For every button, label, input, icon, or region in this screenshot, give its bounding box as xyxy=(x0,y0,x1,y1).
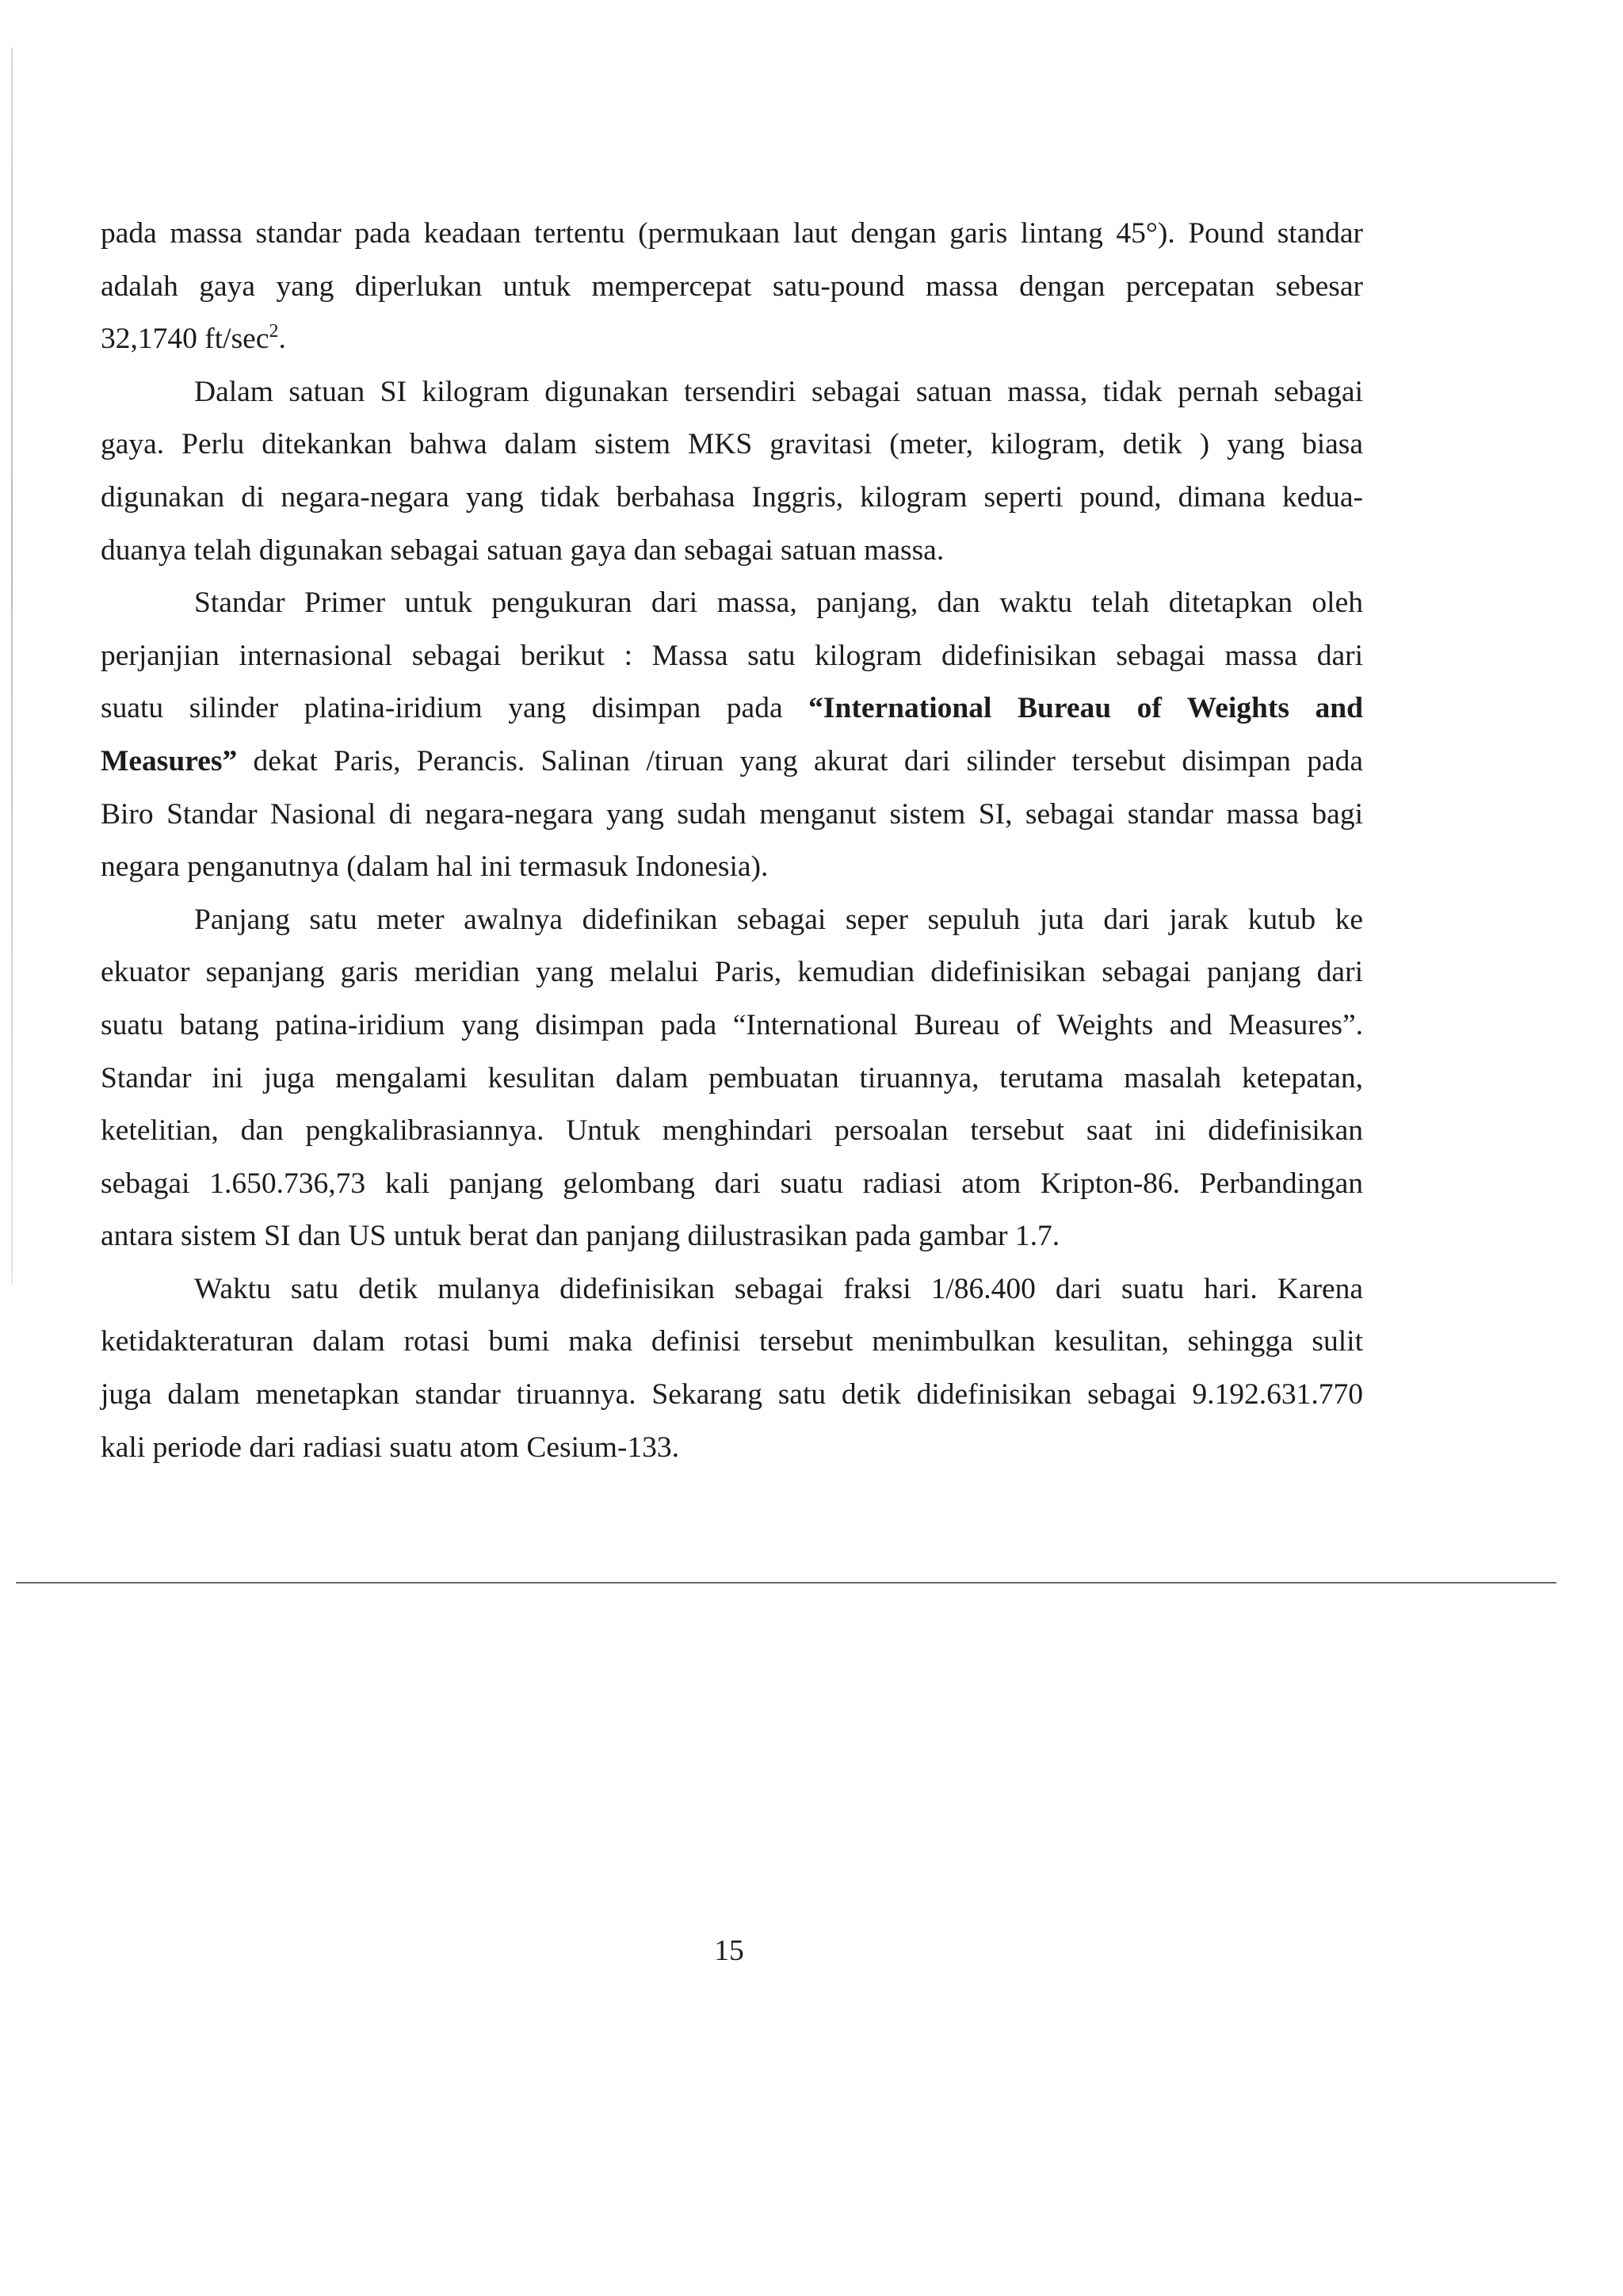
text-run: 32,1740 ft/sec xyxy=(101,323,269,356)
text-line: Biro Standar Nasional di negara-negara yang sudah menganut sistem SI, sebagai standar massa bagi xyxy=(101,797,1363,831)
paragraph-2 xyxy=(101,366,1363,577)
text-line xyxy=(101,313,1363,366)
text-line: juga dalam menetapkan standar tiruannya. Sekarang satu detik didefinisikan sebagai 9.192.631.770 xyxy=(101,1378,1363,1412)
bold-text-run: “International Bureau of Weights and xyxy=(808,692,1363,725)
text-line xyxy=(101,735,1363,789)
text-line xyxy=(101,682,1363,735)
text-line: negara penganutnya (dalam hal ini termasuk Indonesia). xyxy=(101,850,769,884)
paragraph-5 xyxy=(101,1263,1363,1474)
text-line: duanya telah digunakan sebagai satuan gaya dan sebagai satuan massa. xyxy=(101,533,945,567)
page-number: 15 xyxy=(714,1935,744,1967)
text-line: Panjang satu meter awalnya didefinikan sebagai seper sepuluh juta dari jarak kutub ke xyxy=(194,903,1363,936)
paragraph-4 xyxy=(101,894,1363,1263)
text-line: antara sistem SI dan US untuk berat dan panjang diilustrasikan pada gambar 1.7. xyxy=(101,1220,1060,1253)
text-line: ketidakteraturan dalam rotasi bumi maka definisi tersebut menimbulkan kesulitan, sehingga sulit xyxy=(101,1325,1363,1358)
text-line: Dalam satuan SI kilogram digunakan tersendiri sebagai satuan massa, tidak pernah sebagai xyxy=(194,375,1363,408)
text-line: Waktu satu detik mulanya didefinisikan sebagai fraksi 1/86.400 dari suatu hari. Karena xyxy=(194,1272,1363,1305)
text-line: Standar ini juga mengalami kesulitan dalam pembuatan tiruannya, terutama masalah ketepatan, xyxy=(101,1061,1363,1095)
bold-text-run: Measures” xyxy=(101,744,238,777)
text-line: pada massa standar pada keadaan tertentu (permukaan laut dengan garis lintang 45°). Pound standar xyxy=(101,217,1363,250)
body-text xyxy=(101,208,1363,1474)
superscript-exponent: 2 xyxy=(269,321,279,342)
text-line: ekuator sepanjang garis meridian yang melalui Paris, kemudian didefinisikan sebagai panjang dari xyxy=(101,956,1363,989)
text-line: ketelitian, dan pengkalibrasiannya. Untuk menghindari persoalan tersebut saat ini didefinisikan xyxy=(101,1114,1363,1148)
text-line: Standar Primer untuk pengukuran dari massa, panjang, dan waktu telah ditetapkan oleh xyxy=(194,586,1363,620)
text-run: dekat Paris, Perancis. Salinan /tiruan yang akurat dari silinder tersebut disimpan pada xyxy=(237,744,1363,777)
text-run: suatu silinder platina-iridium yang disimpan pada xyxy=(101,692,809,725)
text-line: kali periode dari radiasi suatu atom Cesium-133. xyxy=(101,1431,680,1464)
horizontal-rule xyxy=(16,1582,1556,1584)
text-run: . xyxy=(278,323,286,356)
text-line: perjanjian internasional sebagai berikut : Massa satu kilogram didefinisikan sebagai massa dari xyxy=(101,639,1363,672)
text-line: digunakan di negara-negara yang tidak berbahasa Inggris, kilogram seperti pound, dimana kedua- xyxy=(101,480,1363,514)
text-line: sebagai 1.650.736,73 kali panjang gelombang dari suatu radiasi atom Kripton-86. Perbandingan xyxy=(101,1167,1363,1200)
paragraph-1 xyxy=(101,208,1363,366)
paragraph-3 xyxy=(101,577,1363,894)
text-line: suatu batang patina-iridium yang disimpan pada “International Bureau of Weights and Measures”. xyxy=(101,1008,1363,1041)
text-line: adalah gaya yang diperlukan untuk mempercepat satu-pound massa dengan percepatan sebesar xyxy=(101,269,1363,303)
scan-edge-line xyxy=(11,48,13,1284)
text-line: gaya. Perlu ditekankan bahwa dalam sistem MKS gravitasi (meter, kilogram, detik ) yang biasa xyxy=(101,428,1363,461)
